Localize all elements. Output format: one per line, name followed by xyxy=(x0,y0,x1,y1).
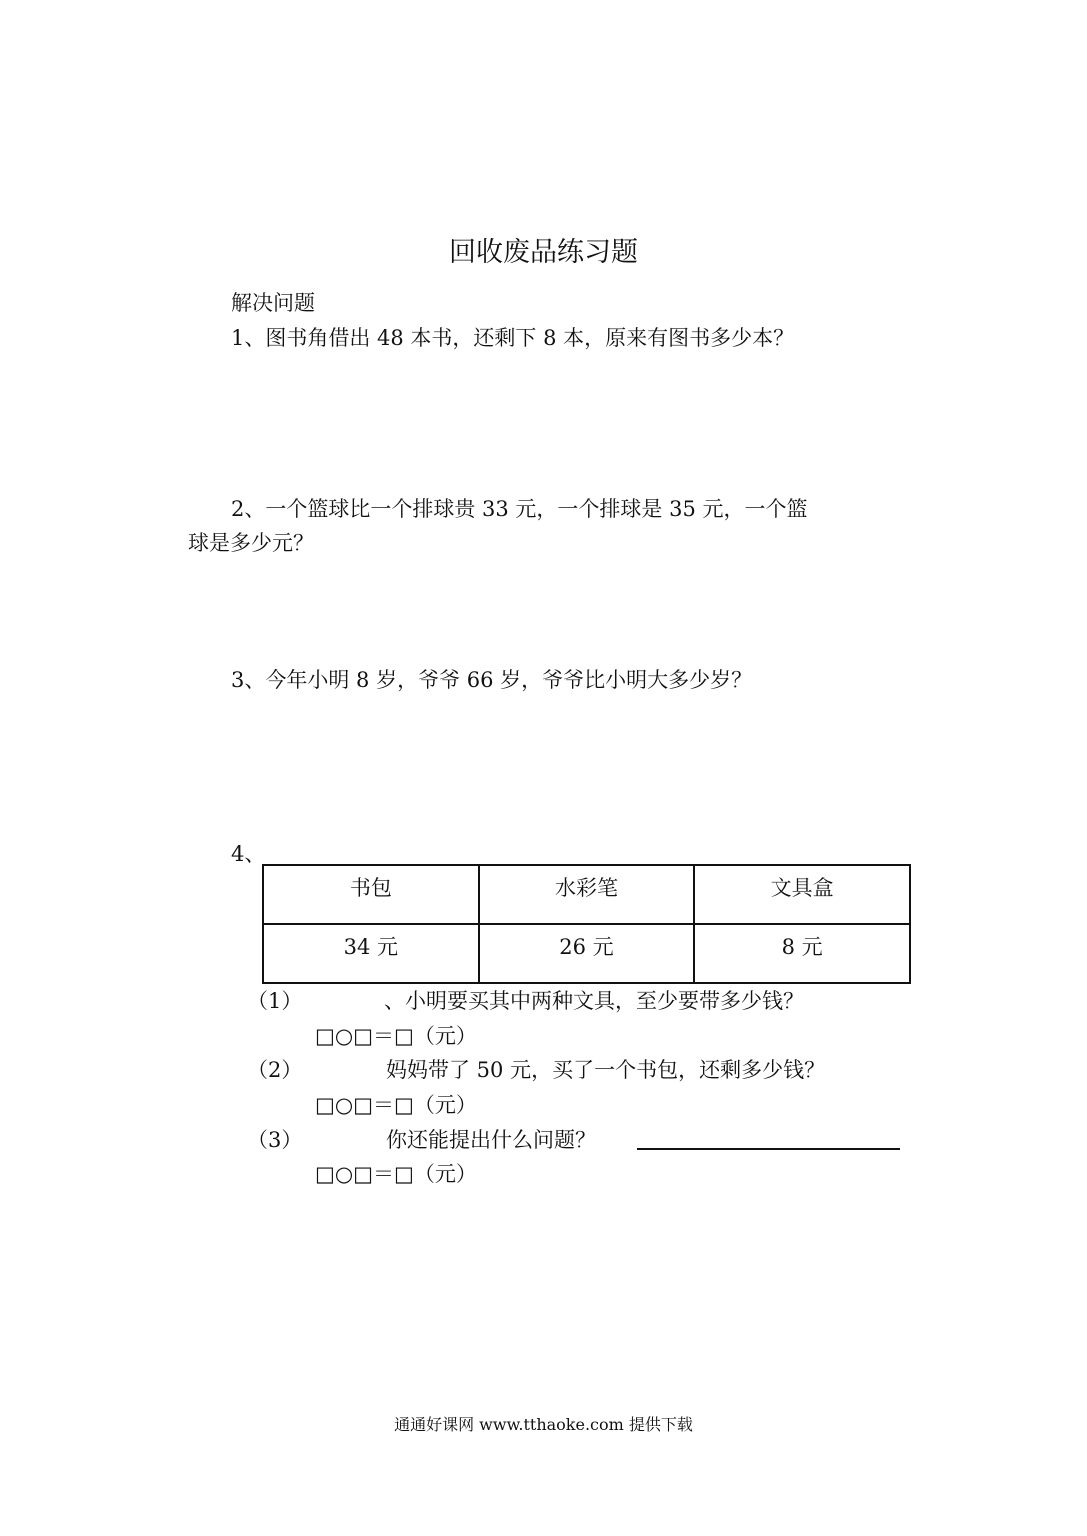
part-2-number: （2） xyxy=(247,1058,303,1082)
section-heading: 解决问题 xyxy=(231,291,315,315)
part-1-formula: □○□＝□（元） xyxy=(315,1024,477,1048)
question-3: 3、今年小明 8 岁，爷爷 66 岁，爷爷比小明大多少岁？ xyxy=(231,668,753,692)
item-price-cell: 8 元 xyxy=(694,924,910,983)
part-2-formula: □○□＝□（元） xyxy=(315,1093,477,1117)
question-2-line-1: 2、一个篮球比一个排球贵 33 元，一个排球是 35 元，一个篮 xyxy=(231,497,808,521)
item-price-cell: 26 元 xyxy=(479,924,695,983)
footer-credit: 通通好课网 www.tthaoke.com 提供下载 xyxy=(394,1415,693,1434)
item-name-cell: 文具盒 xyxy=(694,865,910,924)
part-3-question: 你还能提出什么问题？ xyxy=(386,1128,596,1152)
part-2-question: 妈妈带了 50 元，买了一个书包，还剩多少钱？ xyxy=(386,1058,826,1082)
part-1-question: 、小明要买其中两种文具，至少要带多少钱？ xyxy=(384,989,804,1013)
price-table xyxy=(262,864,911,984)
question-2-line-2: 球是多少元？ xyxy=(188,531,314,555)
table-row xyxy=(263,865,910,924)
item-name-cell: 水彩笔 xyxy=(479,865,695,924)
answer-blank-line xyxy=(637,1148,900,1150)
part-3-formula: □○□＝□（元） xyxy=(315,1162,477,1186)
part-1-number: （1） xyxy=(247,989,303,1013)
page-title: 回收废品练习题 xyxy=(449,237,638,268)
part-3-number: （3） xyxy=(247,1128,303,1152)
table-row xyxy=(263,924,910,983)
item-price-cell: 34 元 xyxy=(263,924,479,983)
question-1: 1、图书角借出 48 本书，还剩下 8 本，原来有图书多少本？ xyxy=(231,326,795,350)
item-name-cell: 书包 xyxy=(263,865,479,924)
question-4-label: 4、 xyxy=(231,842,266,866)
